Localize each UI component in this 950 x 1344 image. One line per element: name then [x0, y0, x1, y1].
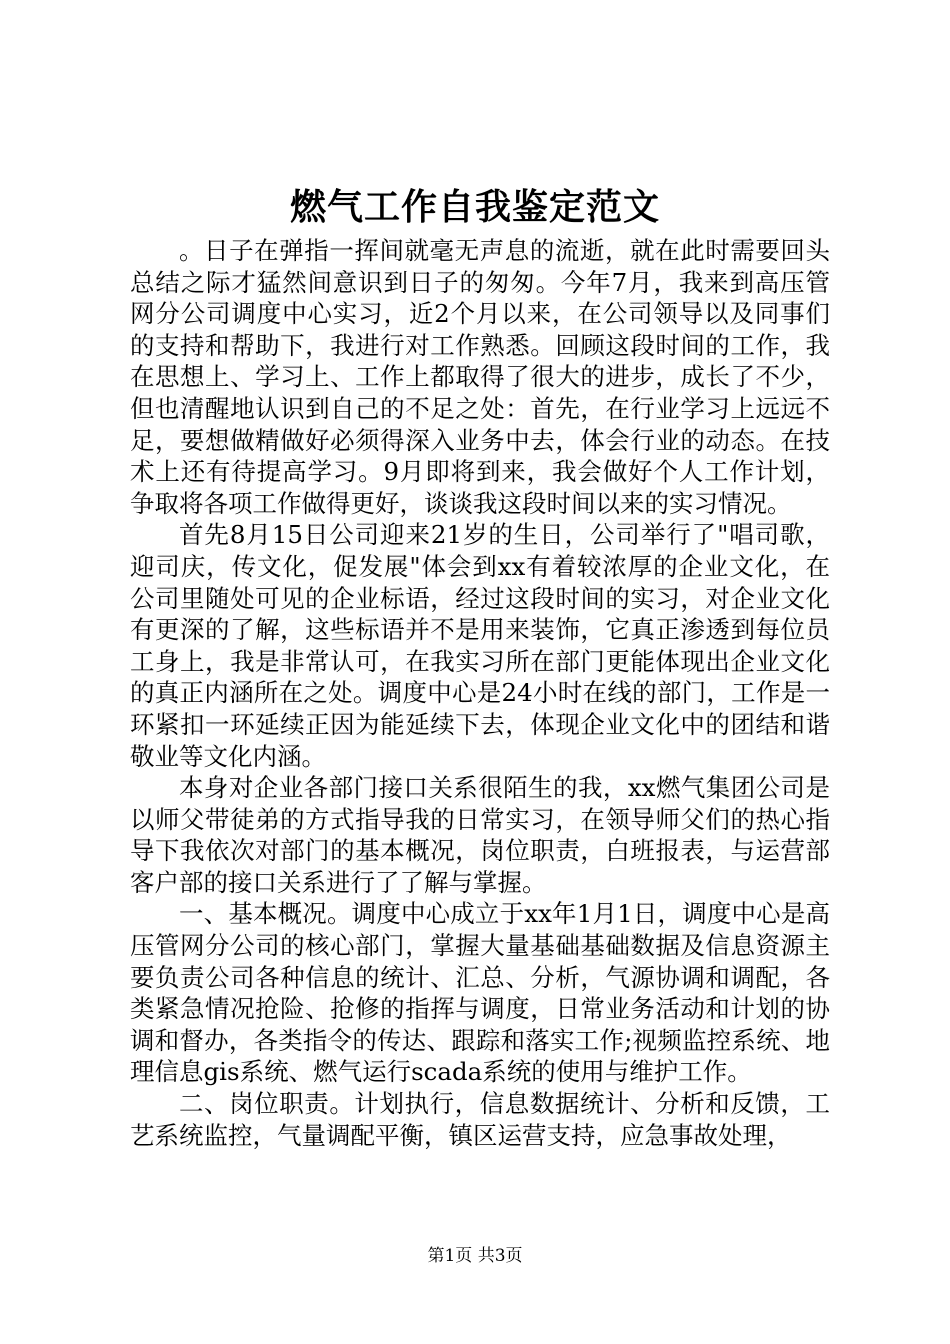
paragraph-mentoring: 本身对企业各部门接口关系很陌生的我，xx燃气集团公司是以师父带徒弟的方式指导我的日常实习，在领导师父们的热心指导下我依次对部门的基本概况，岗位职责，白班报表，与运营部客户部的接口关系进行了了解与掌握。: [130, 773, 830, 897]
paragraph-intro: 。日子在弹指一挥间就毫无声息的流逝，就在此时需要回头总结之际才猛然间意识到日子的匆匆。今年7月，我来到高压管网分公司调度中心实习，近2个月以来，在公司领导以及同事们的支持和帮助下，我进行对工作熟悉。回顾这段时间的工作，我在思想上、学习上、工作上都取得了很大的进步，成长了不少，但也清醒地认识到自己的不足之处：首先，在行业学习上远远不足，要想做精做好必须得深入业务中去，体会行业的动态。在技术上还有待提高学习。9月即将到来，我会做好个人工作计划，争取将各项工作做得更好，谈谈我这段时间以来的实习情况。: [130, 236, 830, 518]
paragraph-job-duties: 二、岗位职责。计划执行，信息数据统计、分析和反馈，工艺系统监控，气量调配平衡，镇区运营支持，应急事故处理，: [130, 1089, 830, 1150]
paragraph-basic-overview: 一、基本概况。调度中心成立于xx年1月1日，调度中心是高压管网分公司的核心部门，掌握大量基础基础数据及信息资源主要负责公司各种信息的统计、汇总、分析，气源协调和调配，各类紧急情况抢险、抢修的指挥与调度，日常业务活动和计划的协调和督办，各类指令的传达、跟踪和落实工作;视频监控系统、地理信息gis系统、燃气运行scada系统的使用与维护工作。: [130, 899, 830, 1087]
document-body: [130, 235, 830, 1151]
paragraph-company-culture: 首先8月15日公司迎来21岁的生日，公司举行了"唱司歌，迎司庆，传文化，促发展"体会到xx有着较浓厚的企业文化，在公司里随处可见的企业标语，经过这段时间的实习，对企业文化有更深的了解，这些标语并不是用来装饰，它真正渗透到每位员工身上，我是非常认可，在我实习所在部门更能体现出企业文化的真正内涵所在之处。调度中心是24小时在线的部门，工作是一环紧扣一环延续正因为能延续下去，体现企业文化中的团结和谐敬业等文化内涵。: [130, 520, 830, 771]
document-title: 燃气工作自我鉴定范文: [289, 186, 660, 228]
page-number-footer: 第1页 共3页: [427, 1246, 523, 1266]
